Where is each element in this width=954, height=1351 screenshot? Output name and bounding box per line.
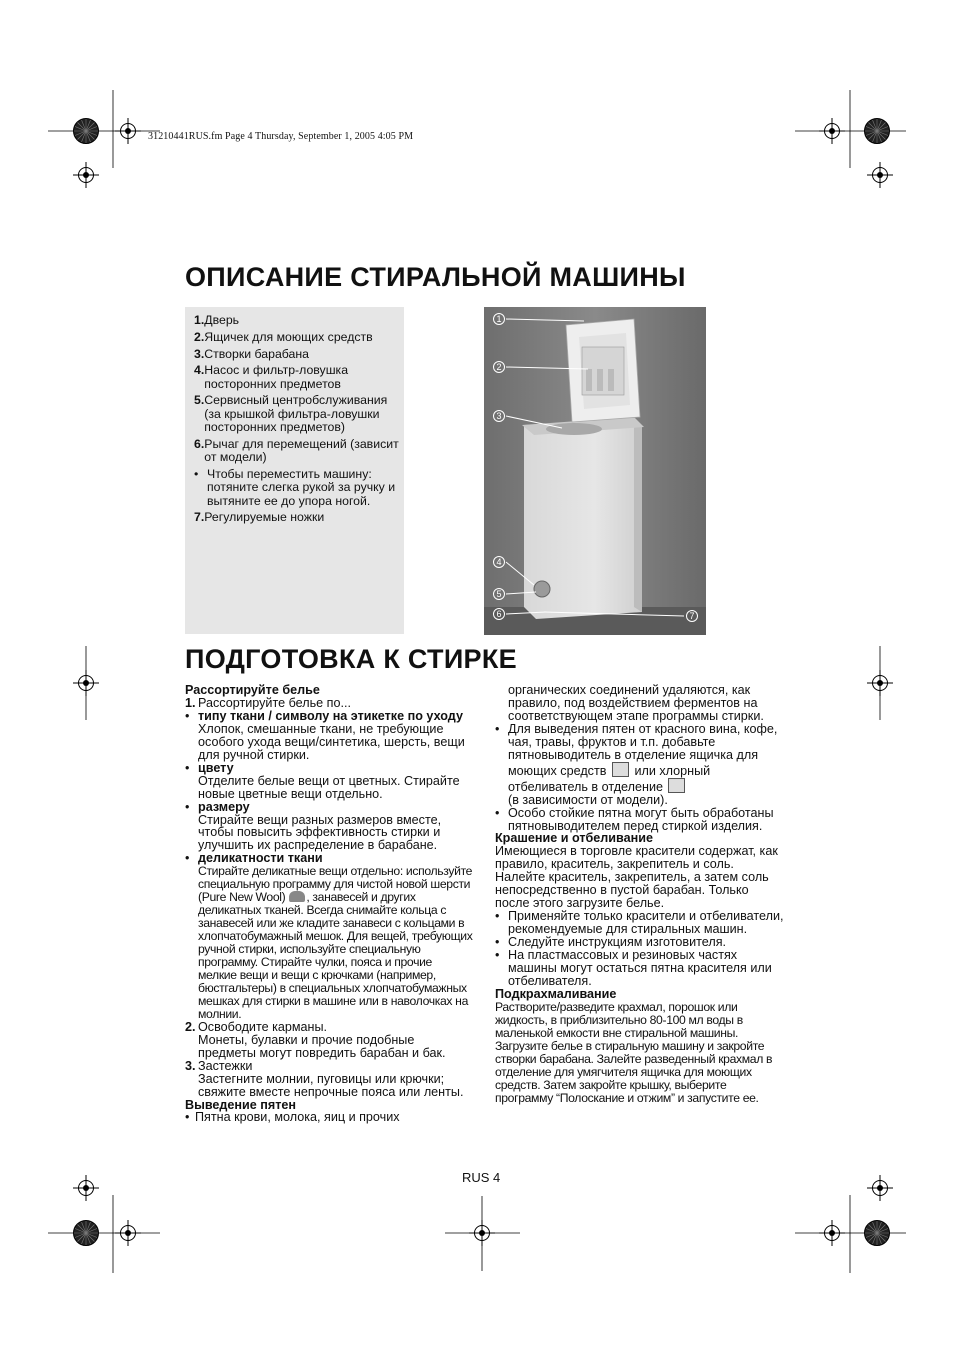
list-item: • Чтобы переместить машину: потяните слегка рукой за ручку и вытяните ее до упора ногой. [194, 466, 396, 508]
list-item: • Пятна крови, молока, яиц и прочих [185, 1110, 400, 1125]
left-column [185, 684, 473, 1124]
heading-dye: Крашение и отбеливание [495, 831, 653, 846]
parts-list [194, 314, 402, 528]
list-item: • цвету [185, 760, 234, 775]
paragraph: Имеющиеся в торговле красители содержат, как правило, краситель, закрепитель и соль. Налейте краситель, закрепитель, а затем соль непосредственно в пустой барабан. Только после этого загрузите белье. [495, 844, 778, 911]
washing-machine-photo [484, 307, 706, 635]
list-item: • Особо стойкие пятна могут быть обработаны пятновыводителем перед стиркой изделия. [495, 805, 774, 833]
paragraph: Стирайте деликатные вещи отдельно: используйте специальную программу для чистой новой шерсти (Pure New Wool) , занавесей и других деликатных тканей. Всегда снимайте кольца с занавесей или же кладите занавеси с кольцами в хлопчатобумажный мешок. Для вещей, требующих ручной стирки, используйте специальную программу. Стирайте чулки, пояса и прочие мелкие вещи и вещи с крючками (например, бюстгальтеры) в специальных хлопчатобумажных мешках для стирки в машине или в наволочках на молнии. [198, 864, 473, 1021]
wool-icon [289, 891, 305, 902]
paragraph: Стирайте вещи разных размеров вместе, чтобы повысить эффективность стирки и улучшить их распределение в барабане. [198, 812, 442, 853]
list-item: 4. Насос и фильтр-ловушка посторонних предметов [194, 363, 349, 391]
list-item: • деликатности ткани [185, 851, 323, 866]
list-item: • типу ткани / символу на этикетке по уходу [185, 708, 463, 723]
callout-5: 5 [496, 589, 502, 599]
list-item: • Следуйте инструкциям изготовителя. [495, 935, 727, 950]
list-item: 2. Освободите карманы. [185, 1019, 328, 1034]
section-title-description: ОПИСАНИЕ СТИРАЛЬНОЙ МАШИНЫ [185, 262, 686, 292]
callout-3: 3 [496, 411, 502, 421]
right-column [495, 684, 785, 1105]
section-title-preparation: ПОДГОТОВКА К СТИРКЕ [185, 644, 517, 674]
callout-6: 6 [496, 609, 502, 619]
file-header: 31210441RUS.fm Page 4 Thursday, September 1, 2005 4:05 PM [148, 131, 414, 142]
list-item: 1. Рассортируйте белье по... [185, 695, 351, 710]
list-item: 3. Застежки [185, 1058, 253, 1073]
callout-2: 2 [496, 362, 502, 372]
list-item: 2. Ящичек для моющих средств [194, 329, 373, 344]
list-item: 3. Створки барабана [194, 346, 310, 361]
paragraph: Хлопок, смешанные ткани, не требующие особого ухода вещи/синтетика, шерсть, вещи для ручной стирки. [198, 721, 465, 762]
list-item: 5. Сервисный центробслуживания (за крышкой фильтра-ловушки посторонних предметов) [194, 393, 388, 435]
heading-stain: Выведение пятен [185, 1097, 297, 1112]
page-number: RUS 4 [462, 1170, 501, 1185]
paragraph: Отделите белые вещи от цветных. Стирайте новые цветные вещи отдельно. [198, 773, 460, 801]
heading-starch: Подкрахмаливание [495, 986, 617, 1001]
list-item: 7. Регулируемые ножки [194, 510, 325, 525]
callout-7: 7 [689, 611, 695, 621]
paragraph: Растворите/разведите крахмал, порошок или жидкость, в приблизительно 80-100 мл воды в маленькой емкости вне стиральной машины. Загрузите белье в стиральную машину и закройте створки барабана. Залейте разведенный крахмал в отделение для умягчителя ящичка для моющих средств. Затем закройте крышку, выберите программу “Полоскание и отжим” и запустите ее. [495, 999, 773, 1105]
paragraph: Монеты, булавки и прочие подобные предметы могут повредить барабан и бак. [198, 1032, 446, 1060]
paragraph: Застегните молнии, пуговицы или крючки; свяжите вместе непрочные пояса или ленты. [198, 1071, 464, 1099]
bleach-compartment-icon [668, 778, 685, 793]
list-item: • Для выведения пятен от красного вина, кофе, чая, травы, фруктов и т.п. добавьте пятновыводитель в отделение ящичка для моющих средств или хлорный отбеливатель в отделение (в зависимости от модели). [495, 721, 778, 807]
list-item: 1. Дверь [194, 313, 240, 327]
list-item: • Применяйте только красители и отбеливатели, рекомендуемые для стиральных машин. [495, 909, 784, 937]
callout-1: 1 [496, 314, 502, 324]
callout-4: 4 [496, 557, 502, 567]
stain-remover-compartment-icon [612, 762, 629, 777]
list-item: • На пластмассовых и резиновых частях машины могут остаться пятна красителя или отбеливателя. [495, 948, 772, 988]
heading-sort: Рассортируйте белье [185, 683, 320, 697]
list-item: 6. Рычаг для перемещений (зависит от модели) [194, 436, 399, 465]
list-item: • размеру [185, 799, 250, 814]
paragraph: органических соединений удаляются, как правило, под воздействием ферментов на соответствующем этапе программы стирки. [508, 683, 764, 723]
